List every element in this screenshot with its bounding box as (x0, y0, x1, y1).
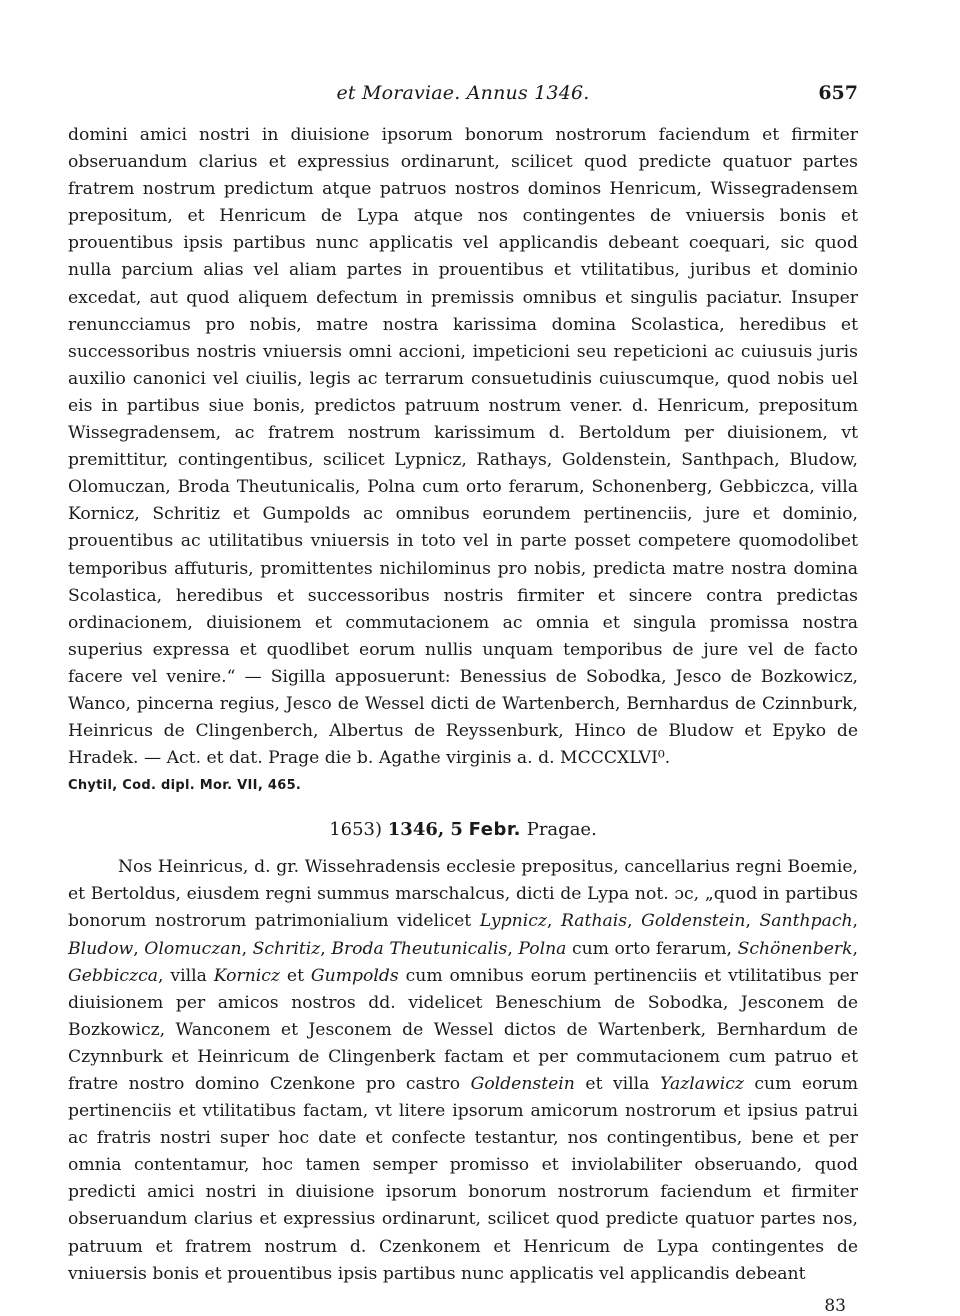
printer-signature: 83 (824, 1295, 846, 1316)
charter-text: Nos Heinricus, d. gr. Wissehradensis ecclesie prepositus, cancellarius regni Boemie, et Bertoldus, eiusdem regni summus marschalcus, dicti de Lypa not. ɔc, „quod in partibus bonorum nostrorum patrimonialium videlicet Lypnicz, Rathais, Goldenstein, Santhpach, Bludow, Olomuczan, Schritiz, Broda Theutunicalis, Polna cum orto ferarum, Schönenberk, Gebbiczca, villa Kornicz et Gumpolds cum omnibus eorum pertinenciis et vtilitatibus per diuisionem per amicos nostros dd. videlicet Beneschium de Sobodka, Jesconem de Bozkowicz, Wanconem et Jesconem de Wessel dictos de Wartenberk, Bernhardum de Czynnburk et Heinricum de Clingenberk factam et per commutacionem cum patruo et fratre nostro domino Czenkone pro castro Goldenstein et villa Yazlawicz cum eorum pertinenciis et vtilitatibus factam, vt litere ipsorum amicorum nostrorum et ipsius patrui ac fratris nostri super hoc date et confecte testantur, nos contingentibus, bene et per omnia contentamur, hoc tamen semper promisso et inviolabiliter obseruando, quod predicti amici nostri in diuisione ipsorum bonorum nostrorum faciendum et firmiter obseruandum clarius et expressius ordinarunt, scilicet quod predicte quatuor partes nos, patruum et fratrem nostrum d. Czenkonem et Henricum de Lypa contingentes de vniuersis bonis et prouentibus ipsis partibus nunc applicatis vel applicandis debeant (68, 857, 858, 1284)
charter-text-part: cum orto ferarum, (566, 938, 738, 959)
place-name: Broda Theutunicalis (331, 938, 508, 959)
place-name: Lypnicz (479, 911, 547, 932)
charter-month: Febr. (468, 819, 521, 841)
place-name: Gebbiczca (68, 965, 158, 986)
continuation-paragraph: domini amici nostri in diuisione ipsorum bonorum nostrorum faciendum et firmiter obseruandum clarius et expressius ordinarunt, scilicet quod predicte quatuor partes fratrem nostrum predictum atque patruos nostros dominos Henricum, Wissegradensem prepositum, et Henricum de Lypa atque nos contingentes de vniuersis bonis et prouentibus ipsis partibus nunc applicatis vel applicandis debeant coequari, sic quod nulla parcium alias vel aliam partes in prouentibus et vtilitatibus, juribus et dominio excedat, aut quod aliquem defectum in premissis omnibus et singulis paciatur. Insuper renuncciamus pro nobis, matre nostra karissima domina Scolastica, heredibus et successoribus nostris vniuersis omni accioni, impeticioni seu repeticioni ac cuiusuis juris auxilio canonici vel ciuilis, legis ac terrarum consuetudinis cuiuscumque, quod nobis uel eis in partibus siue bonis, predictos patruum nostrum vener. d. Henricum, prepositum Wissegradensem, ac fratrem nostrum karissimum d. Bertoldum per diuisionem, vt premittitur, contingentibus, scilicet Lypnicz, Rathays, Goldenstein, Santhpach, Bludow, Olomuczan, Broda Theutunicalis, Polna cum orto ferarum, Schonenberg, Gebbiczca, villa Kornicz, Schritiz et Gumpolds ac omnibus eorundem pertinenciis, jure et dominio, prouentibus ac utilitatibus vniuersis in toto vel in parte posset competere quomodolibet temporibus affuturis, promittentes nichilominus pro nobis, predicta matre nostra domina Scolastica, heredibus et successoribus nostris firmiter et sincere contra predictas ordinacionem, diuisionem et commutacionem ac omnia et singula promissa nostra superius expressa et quodlibet eorum nullis unquam temporibus de jure vel de facto facere vel venire.“ — Sigilla apposuerunt: Benessius de Sobodka, Jesco de Bozkowicz, Wanco, pincerna regius, Jesco de Wessel dicti de Wartenberch, Bernhardus de Czinnburk, Heinricus de Clingenberch, Albertus de Reyssenburk, Hinco de Bludow et Epyko de Hradek. — Act. et dat. Prage die b. Agathe virginis a. d. MCCCXLVI⁰. (68, 125, 858, 769)
source-citation: Chytil, Cod. dipl. Mor. VII, 465. (68, 778, 302, 794)
charter-text-part: villa (170, 965, 214, 986)
place-name: Schönenberk (737, 938, 853, 959)
charter-text-part: Nos Heinricus, d. gr. Wissehradensis ecclesie prepositus, cancellarius regni Boemie, et Bertoldus, eiusdem regni summus marschalcus, dicti de Lypa not. ɔc, „quod in partibus bonorum nostrorum patrimonialium videlicet (68, 857, 858, 932)
charter-text-part: cum omnibus eorum pertinenciis et vtilitatibus per diuisionem per amicos nostros dd. videlicet Beneschium de Sobodka, Jesconem de Bozkowicz, Wanconem et Jesconem de Wessel dictos de Wartenberk, Bernhardum de Czynnburk et Heinricum de Clingenberk factam et per commutacionem cum patruo et fratre nostro domino Czenkone pro castro (68, 965, 858, 1094)
charter-text-part: et (279, 965, 311, 986)
place-name: Goldenstein (470, 1074, 575, 1094)
document-page (68, 82, 858, 1316)
running-head (68, 82, 858, 122)
charter-place: Pragae. (526, 819, 597, 841)
charter-text-part: et villa (574, 1074, 660, 1094)
place-name: Goldenstein (641, 911, 746, 932)
place-name: Bludow (68, 938, 134, 959)
place-name: Gumpolds (310, 965, 399, 986)
charter-number: 1653) (329, 819, 383, 841)
place-name: Olomuczan (144, 938, 242, 959)
place-name: Rathais (560, 911, 628, 932)
charter-text-part: cum eorum pertinenciis et vtilitatibus factam, vt litere ipsorum amicorum nostrorum et ipsius patrui ac fratris nostri super hoc date et confecte testantur, nos contingentibus, bene et per omnia contentamur, hoc tamen semper promisso et inviolabiliter obseruando, quod predicti amici nostri in diuisione ipsorum bonorum nostrorum faciendum et firmiter obseruandum clarius et expressius ordinarunt, scilicet quod predicte quatuor partes nos, patruum et fratrem nostrum d. Czenkonem et Henricum de Lypa contingentes de vniuersis bonis et prouentibus ipsis partibus nunc applicatis vel applicandis debeant (68, 1074, 858, 1284)
place-name: Santhpach (759, 911, 853, 932)
charter-date: 1346, 5 (387, 819, 463, 841)
page-number: 657 (818, 82, 858, 104)
running-title: et Moraviae. Annus 1346. (336, 82, 590, 104)
place-name: Kornicz (213, 965, 280, 986)
place-name: Polna (518, 938, 567, 959)
place-name: Yazlawicz (659, 1074, 744, 1094)
place-name: Schritiz (252, 938, 321, 959)
charter-heading (68, 818, 858, 842)
